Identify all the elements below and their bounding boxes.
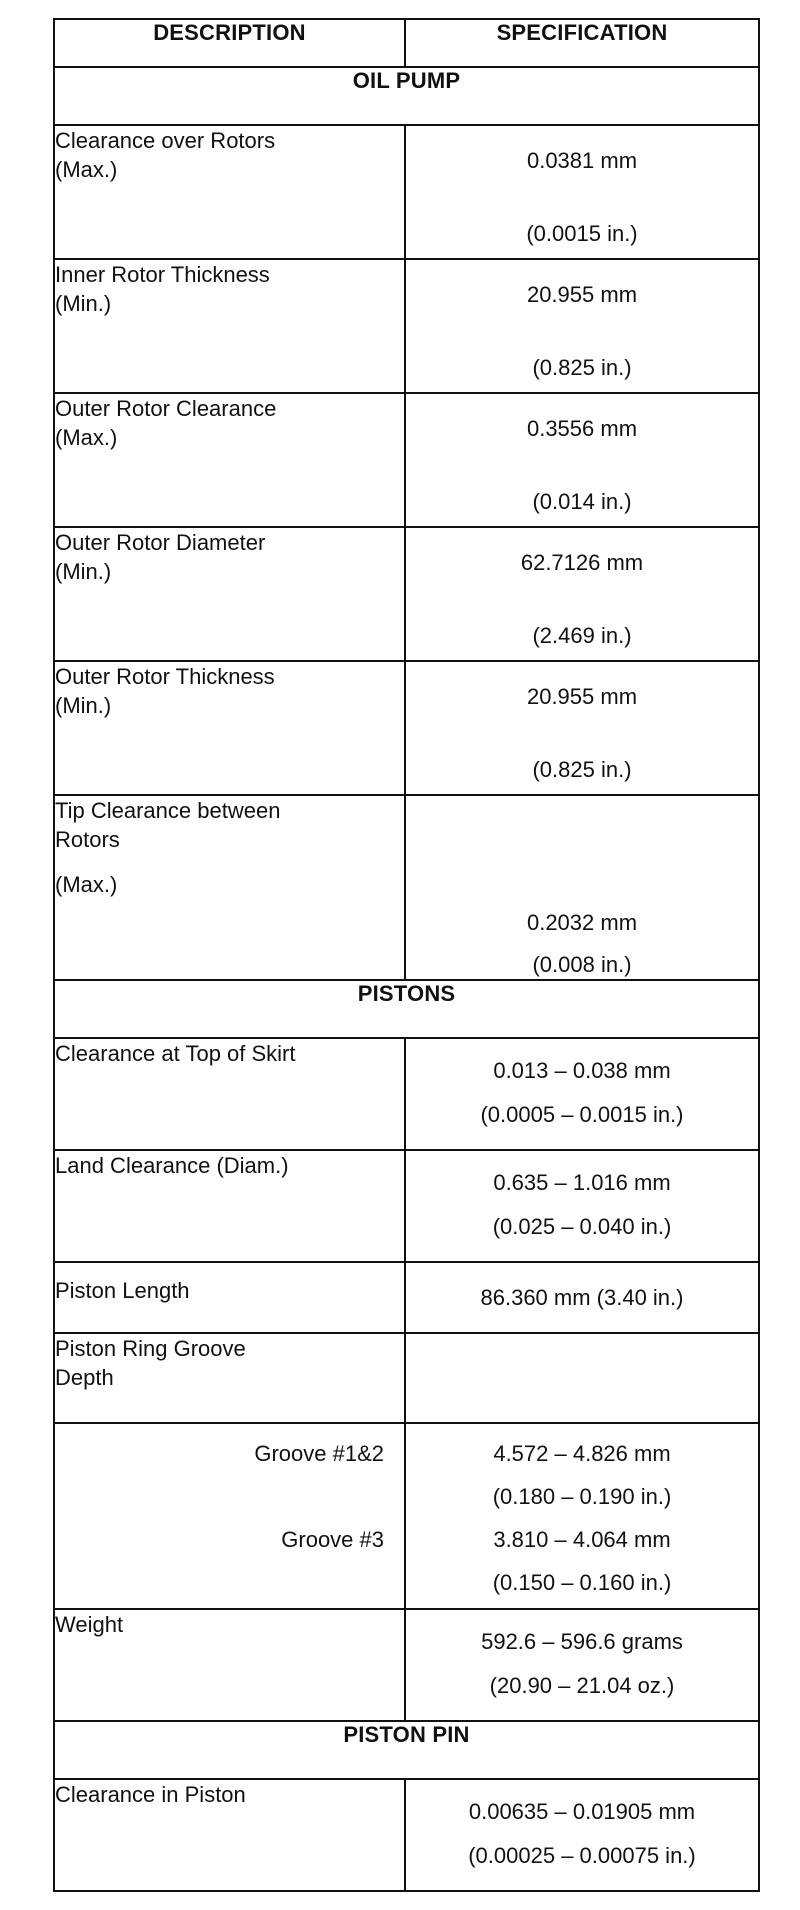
description-cell	[54, 795, 405, 980]
imperial-value: (0.0005 – 0.0015 in.)	[480, 1102, 684, 1127]
table-row	[54, 1150, 759, 1262]
description-cell	[54, 1609, 405, 1721]
table-row	[54, 795, 759, 980]
description-text: Outer Rotor Thickness	[55, 664, 275, 689]
specification-cell	[405, 1423, 759, 1609]
metric-value: 0.0381 mm	[526, 148, 638, 173]
specification-cell: 86.360 mm (3.40 in.)	[405, 1262, 759, 1333]
groove-1-2-metric: 4.572 – 4.826 mm	[493, 1441, 671, 1466]
description-text: Clearance in Piston	[55, 1782, 246, 1807]
pistons-section-title: PISTONS	[54, 980, 759, 1038]
specification-cell	[405, 259, 759, 393]
table-row	[54, 661, 759, 795]
specification-cell	[405, 1333, 759, 1423]
imperial-value: (0.008 in.)	[532, 952, 632, 977]
specification-cell	[405, 1609, 759, 1721]
table-row	[54, 1779, 759, 1891]
metric-value: 0.2032 mm	[526, 910, 638, 935]
header-row	[54, 19, 759, 67]
table-row	[54, 1423, 759, 1609]
specification-cell	[405, 125, 759, 259]
description-cell	[54, 259, 405, 393]
table-row	[54, 393, 759, 527]
description-cell	[54, 1150, 405, 1262]
imperial-value: (0.825 in.)	[532, 757, 632, 782]
piston-pin-section-title: PISTON PIN	[54, 1721, 759, 1779]
description-qualifier: (Max.)	[55, 425, 118, 450]
description-cell	[54, 1779, 405, 1891]
specification-cell	[405, 527, 759, 661]
imperial-value: (0.825 in.)	[532, 355, 632, 380]
specification-cell	[405, 1150, 759, 1262]
spec-table	[53, 18, 760, 1892]
description-cell	[54, 1423, 405, 1609]
table-row	[54, 125, 759, 259]
description-text-continued: Depth	[55, 1365, 114, 1390]
table-row	[54, 1038, 759, 1150]
description-text-continued: Rotors	[55, 827, 120, 852]
description-qualifier: (Min.)	[55, 291, 112, 316]
table-row	[54, 1333, 759, 1423]
specification-cell	[405, 795, 759, 980]
description-text: Land Clearance (Diam.)	[55, 1153, 289, 1178]
metric-value: 62.7126 mm	[520, 550, 644, 575]
description-cell	[54, 125, 405, 259]
imperial-value: (0.00025 – 0.00075 in.)	[468, 1843, 696, 1868]
specification-cell	[405, 393, 759, 527]
groove-1-2-label: Groove #1&2	[254, 1441, 384, 1466]
imperial-value: (2.469 in.)	[532, 623, 632, 648]
description-qualifier: (Min.)	[55, 693, 112, 718]
description-text: Piston Length	[55, 1278, 190, 1303]
specification-cell	[405, 661, 759, 795]
description-header: DESCRIPTION	[54, 19, 405, 67]
section-row	[54, 67, 759, 125]
table-row	[54, 1262, 759, 1333]
section-row	[54, 980, 759, 1038]
specification-header: SPECIFICATION	[405, 19, 759, 67]
description-cell	[54, 661, 405, 795]
table-row	[54, 259, 759, 393]
groove-3-imperial: (0.150 – 0.160 in.)	[492, 1570, 672, 1595]
table-row	[54, 1609, 759, 1721]
metric-value: 20.955 mm	[526, 684, 638, 709]
description-cell	[54, 1038, 405, 1150]
specification-cell	[405, 1779, 759, 1891]
imperial-value: (20.90 – 21.04 oz.)	[489, 1673, 675, 1698]
description-text: Piston Ring Groove	[55, 1336, 246, 1361]
metric-value: 20.955 mm	[526, 282, 638, 307]
metric-value: 592.6 – 596.6 grams	[481, 1629, 683, 1654]
description-text: Tip Clearance between	[55, 798, 281, 823]
description-cell	[54, 393, 405, 527]
description-qualifier: (Min.)	[55, 559, 112, 584]
description-text: Clearance over Rotors	[55, 128, 276, 153]
metric-value: 0.3556 mm	[526, 416, 638, 441]
imperial-value: (0.025 – 0.040 in.)	[492, 1214, 672, 1239]
metric-value: 0.00635 – 0.01905 mm	[468, 1799, 696, 1824]
groove-1-2-imperial: (0.180 – 0.190 in.)	[492, 1484, 672, 1509]
groove-3-label: Groove #3	[281, 1527, 384, 1552]
description-qualifier: (Max.)	[55, 872, 118, 897]
description-cell	[54, 527, 405, 661]
description-text: Weight	[55, 1612, 124, 1637]
specification-cell	[405, 1038, 759, 1150]
imperial-value: (0.0015 in.)	[526, 221, 638, 246]
section-row	[54, 1721, 759, 1779]
metric-value: 0.013 – 0.038 mm	[493, 1058, 671, 1083]
groove-3-metric: 3.810 – 4.064 mm	[493, 1527, 671, 1552]
description-cell	[54, 1333, 405, 1423]
description-cell	[54, 1262, 405, 1333]
description-text: Outer Rotor Clearance	[55, 396, 277, 421]
oil-pump-section-title: OIL PUMP	[54, 67, 759, 125]
imperial-value: (0.014 in.)	[532, 489, 632, 514]
description-qualifier: (Max.)	[55, 157, 118, 182]
description-text: Outer Rotor Diameter	[55, 530, 266, 555]
metric-value: 0.635 – 1.016 mm	[493, 1170, 671, 1195]
table-row	[54, 527, 759, 661]
description-text: Inner Rotor Thickness	[55, 262, 270, 287]
description-text: Clearance at Top of Skirt	[55, 1041, 296, 1066]
